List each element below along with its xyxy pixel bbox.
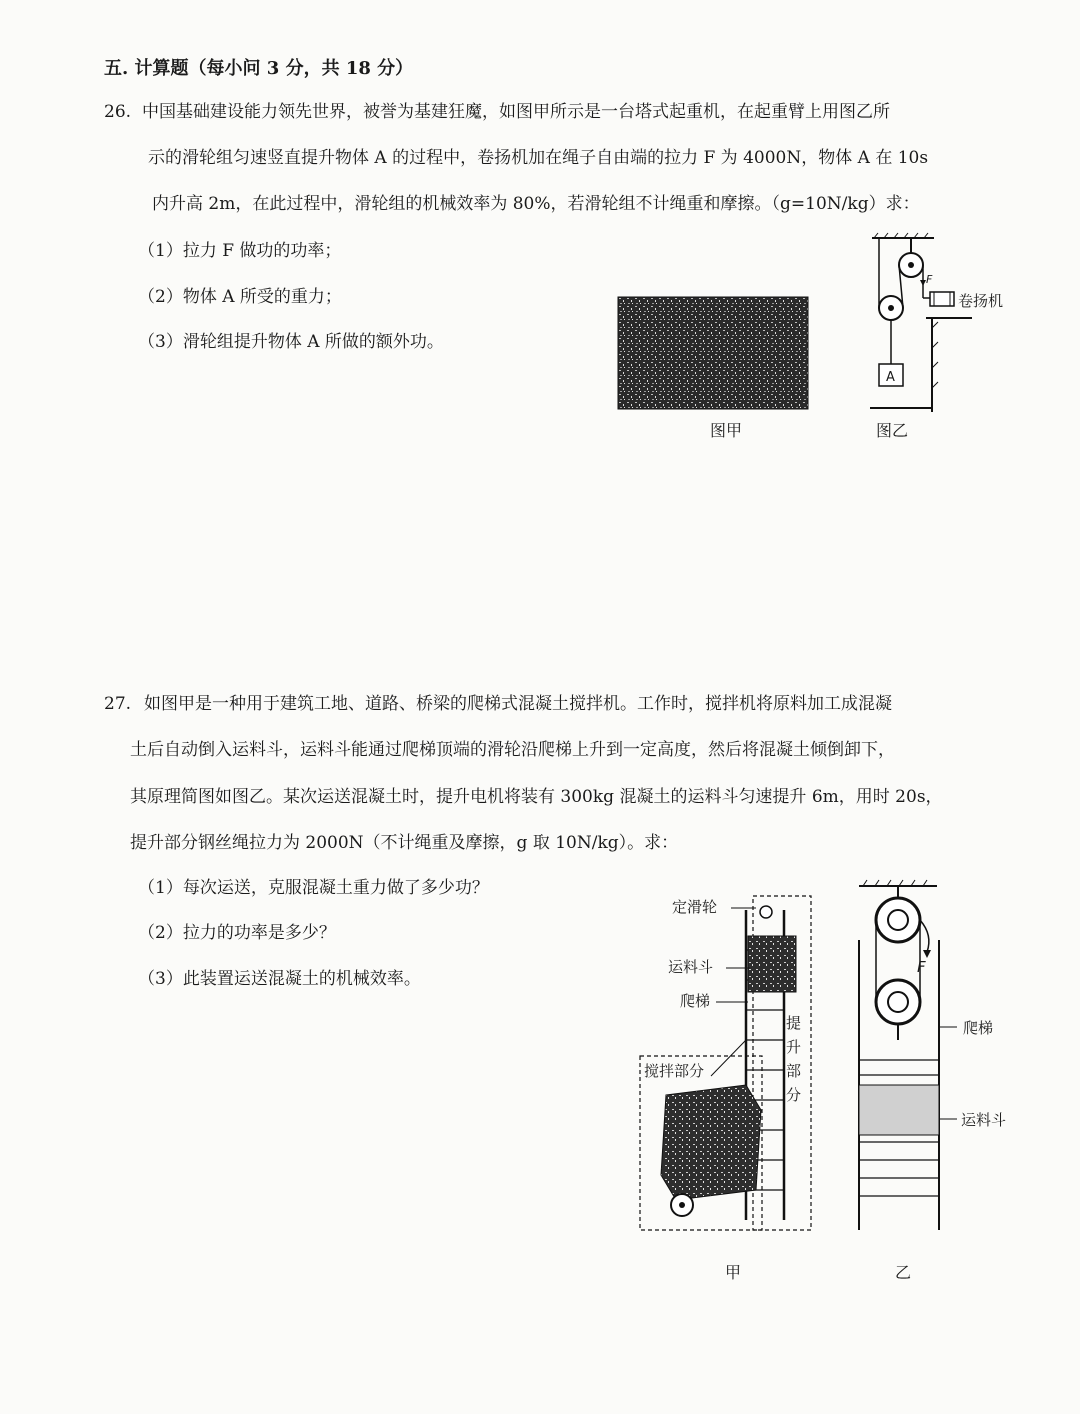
q27-fig-yi-caption: 乙	[895, 1263, 912, 1282]
section-title: 五. 计算题（每小问 3 分，共 18 分）	[104, 58, 414, 79]
q27-figure-yi-schematic	[855, 880, 1045, 1240]
q27-label-ladder: 爬梯	[680, 992, 711, 1010]
q27-sub-2: （2）拉力的功率是多少？	[138, 923, 336, 943]
q27-yi-force-label: F	[917, 958, 926, 976]
q26-force-label: F	[926, 273, 933, 286]
q26-block-label: A	[886, 370, 895, 385]
q27-fig-jia-caption: 甲	[725, 1263, 742, 1282]
q27-line-3: 其原理简图如图乙。某次运送混凝土时，提升电机将装有 300kg 混凝土的运料斗匀速提升 6m，用时 20s，	[130, 787, 943, 807]
q27-label-fixed-pulley: 定滑轮	[672, 898, 718, 916]
q26-figure-jia-photo	[618, 297, 808, 409]
q26-winch-label: 卷扬机	[958, 292, 1004, 310]
q27-label-lifting-1: 提	[786, 1014, 802, 1032]
q27-label-hopper: 运料斗	[668, 958, 714, 976]
q27-yi-label-ladder: 爬梯	[963, 1019, 994, 1037]
q26-sub-2: （2）物体 A 所受的重力；	[138, 287, 342, 307]
q26-number: 26.	[104, 102, 132, 122]
q27-line-1: 如图甲是一种用于建筑工地、道路、桥梁的爬梯式混凝土搅拌机。工作时，搅拌机将原料加工成混凝	[144, 694, 892, 714]
q27-sub-1: （1）每次运送，克服混凝土重力做了多少功？	[138, 878, 489, 898]
q27-line-2: 土后自动倒入运料斗，运料斗能通过爬梯顶端的滑轮沿爬梯上升到一定高度，然后将混凝土倾倒卸下，	[130, 740, 895, 760]
q26-sub-1: （1）拉力 F 做功的功率；	[138, 241, 342, 261]
q27-label-lifting-4: 分	[786, 1086, 802, 1104]
q26-fig-jia-caption: 图甲	[710, 421, 743, 440]
q27-sub-3: （3）此装置运送混凝土的机械效率。	[138, 969, 421, 989]
q26-line-2: 示的滑轮组匀速竖直提升物体 A 的过程中，卷扬机加在绳子自由端的拉力 F 为 4000N，物体 A 在 10s	[148, 148, 929, 168]
q27-yi-label-hopper: 运料斗	[961, 1111, 1007, 1129]
q27-label-lifting-3: 部	[786, 1062, 802, 1080]
q27-label-mixing: 搅拌部分	[644, 1062, 705, 1080]
q26-line-3: 内升高 2m，在此过程中，滑轮组的机械效率为 80%，若滑轮组不计绳重和摩擦。（g=10N/kg）求：	[152, 194, 920, 214]
q26-figure-yi-pulley	[862, 232, 1032, 417]
q26-fig-yi-caption: 图乙	[876, 421, 909, 440]
q27-number: 27.	[104, 694, 132, 714]
q27-line-4: 提升部分钢丝绳拉力为 2000N（不计绳重及摩擦，g 取 10N/kg）。求：	[130, 833, 679, 853]
q27-label-lifting-2: 升	[786, 1038, 802, 1056]
q26-sub-3: （3）滑轮组提升物体 A 所做的额外功。	[138, 332, 444, 352]
q26-line-1: 中国基础建设能力领先世界，被誉为基建狂魔，如图甲所示是一台塔式起重机，在起重臂上用图乙所	[142, 102, 890, 122]
